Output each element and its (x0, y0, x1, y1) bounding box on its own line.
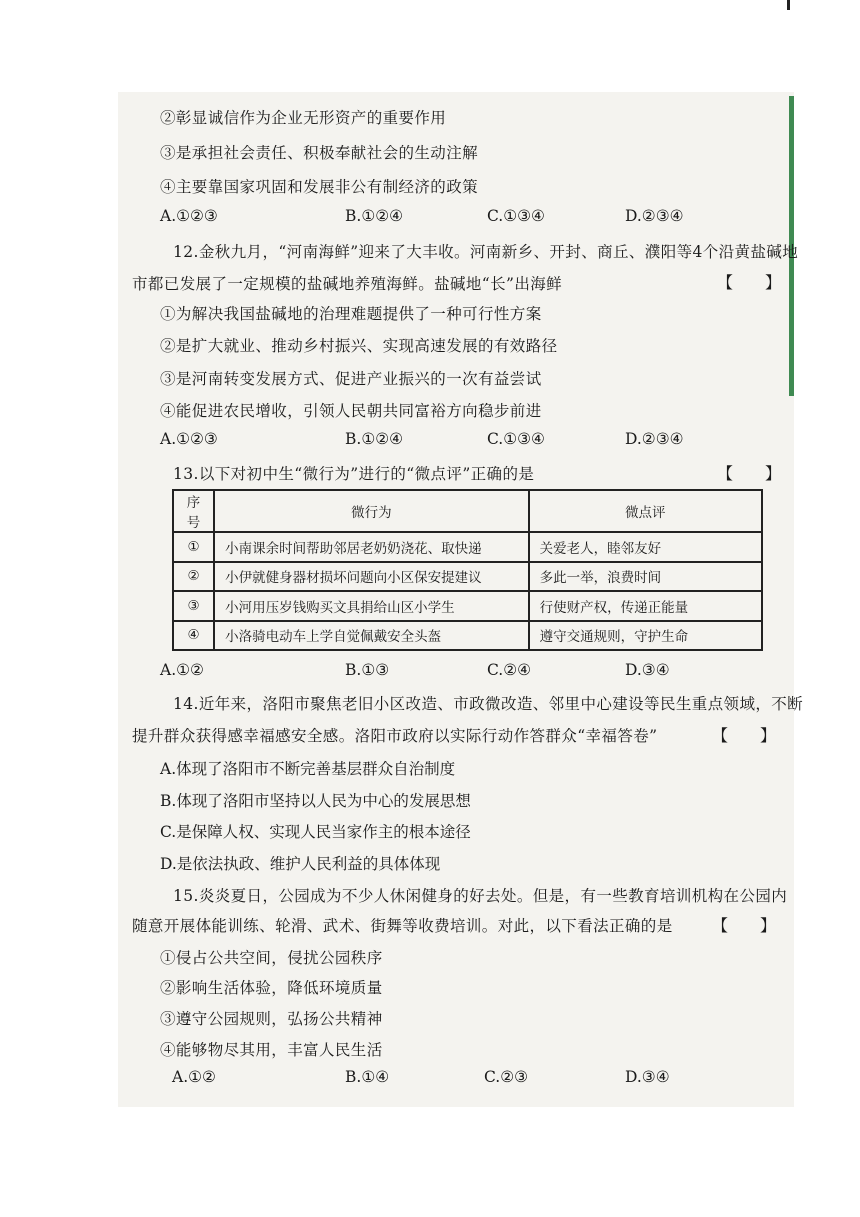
q13-answer-bracket[interactable]: 【 】 (717, 464, 782, 483)
header-comment: 微点评 (529, 490, 762, 532)
q11-item-2: ②彰显诚信作为企业无形资产的重要作用 (160, 109, 447, 127)
q11-item-4: ④主要靠国家巩固和发展非公有制经济的政策 (160, 178, 479, 196)
table-row (173, 532, 762, 562)
q12-stem-line1: 12.金秋九月，“河南海鲜”迎来了大丰收。河南新乡、开封、商丘、濮阳等4个沿黄盐碱地 (173, 243, 799, 261)
row-comment: 多此一举，浪费时间 (529, 562, 762, 592)
q15-item-1: ①侵占公共空间，侵扰公园秩序 (160, 949, 383, 967)
table-row (173, 621, 762, 651)
q15-option-a[interactable]: A.①② (172, 1068, 216, 1086)
q15-item-4: ④能够物尽其用，丰富人民生活 (160, 1041, 383, 1059)
q15-option-b[interactable]: B.①④ (345, 1068, 390, 1086)
header-behavior: 微行为 (214, 490, 529, 532)
q12-option-c[interactable]: C.①③④ (487, 430, 545, 448)
header-number: 序号 (173, 490, 214, 532)
q11-option-c[interactable]: C.①③④ (487, 207, 545, 225)
q12-option-a[interactable]: A.①②③ (160, 430, 218, 448)
q14-stem-line2: 提升群众获得感幸福感安全感。洛阳市政府以实际行动作答群众“幸福答卷” (132, 727, 658, 745)
q15-stem-line2: 随意开展体能训练、轮滑、武术、街舞等收费培训。对此，以下看法正确的是 (132, 917, 673, 935)
q11-option-a[interactable]: A.①②③ (160, 207, 218, 225)
q15-answer-bracket[interactable]: 【 】 (712, 916, 777, 935)
row-number: ① (173, 532, 214, 562)
q15-item-2: ②影响生活体验，降低环境质量 (160, 979, 383, 997)
q15-item-3: ③遵守公园规则，弘扬公共精神 (160, 1010, 383, 1028)
table-header-row (173, 490, 762, 532)
q15-stem-line1: 15.炎炎夏日，公园成为不少人休闲健身的好去处。但是，有一些教育培训机构在公园内 (173, 887, 788, 905)
q14-option-b[interactable]: B.体现了洛阳市坚持以人民为中心的发展思想 (160, 792, 471, 810)
q14-option-d[interactable]: D.是依法执政、维护人民利益的具体体现 (160, 855, 441, 873)
q11-item-3: ③是承担社会责任、积极奉献社会的生动注解 (160, 144, 479, 162)
table-row (173, 591, 762, 621)
q12-option-b[interactable]: B.①②④ (345, 430, 404, 448)
q13-option-b[interactable]: B.①③ (345, 661, 390, 679)
q13-stem: 13.以下对初中生“微行为”进行的“微点评”正确的是 (173, 465, 535, 483)
q12-item-1: ①为解决我国盐碱地的治理难题提供了一种可行性方案 (160, 305, 542, 323)
row-comment: 行使财产权，传递正能量 (529, 591, 762, 621)
q11-option-d[interactable]: D.②③④ (625, 207, 684, 225)
q12-answer-bracket[interactable]: 【 】 (717, 273, 782, 292)
micro-behavior-table (172, 489, 763, 651)
q14-option-a[interactable]: A.体现了洛阳市不断完善基层群众自治制度 (160, 760, 456, 778)
q12-item-4: ④能促进农民增收，引领人民朝共同富裕方向稳步前进 (160, 402, 542, 420)
row-number: ④ (173, 621, 214, 651)
q14-stem-line1: 14.近年来，洛阳市聚焦老旧小区改造、市政微改造、邻里中心建设等民生重点领域，不断 (173, 695, 804, 713)
q15-option-c[interactable]: C.②③ (484, 1068, 529, 1086)
row-comment: 关爱老人，睦邻友好 (529, 532, 762, 562)
q11-option-b[interactable]: B.①②④ (345, 207, 404, 225)
q13-option-d[interactable]: D.③④ (625, 661, 670, 679)
q12-item-3: ③是河南转变发展方式、促进产业振兴的一次有益尝试 (160, 370, 542, 388)
row-comment: 遵守交通规则，守护生命 (529, 621, 762, 651)
q15-option-d[interactable]: D.③④ (625, 1068, 670, 1086)
q12-option-d[interactable]: D.②③④ (625, 430, 684, 448)
q14-answer-bracket[interactable]: 【 】 (712, 726, 777, 745)
row-behavior: 小南课余时间帮助邻居老奶奶浇花、取快递 (214, 532, 529, 562)
row-behavior: 小伊就健身器材损坏问题向小区保安提建议 (214, 562, 529, 592)
row-number: ③ (173, 591, 214, 621)
table-row (173, 562, 762, 592)
scan-edge-mark (787, 0, 790, 10)
q12-item-2: ②是扩大就业、推动乡村振兴、实现高速发展的有效路径 (160, 337, 558, 355)
row-behavior: 小洛骑电动车上学自觉佩戴安全头盔 (214, 621, 529, 651)
q12-stem-line2: 市都已发展了一定规模的盐碱地养殖海鲜。盐碱地“长”出海鲜 (132, 275, 563, 293)
row-behavior: 小河用压岁钱购买文具捐给山区小学生 (214, 591, 529, 621)
q13-option-a[interactable]: A.①② (160, 661, 204, 679)
row-number: ② (173, 562, 214, 592)
q13-option-c[interactable]: C.②④ (487, 661, 532, 679)
q14-option-c[interactable]: C.是保障人权、实现人民当家作主的根本途径 (160, 823, 471, 841)
